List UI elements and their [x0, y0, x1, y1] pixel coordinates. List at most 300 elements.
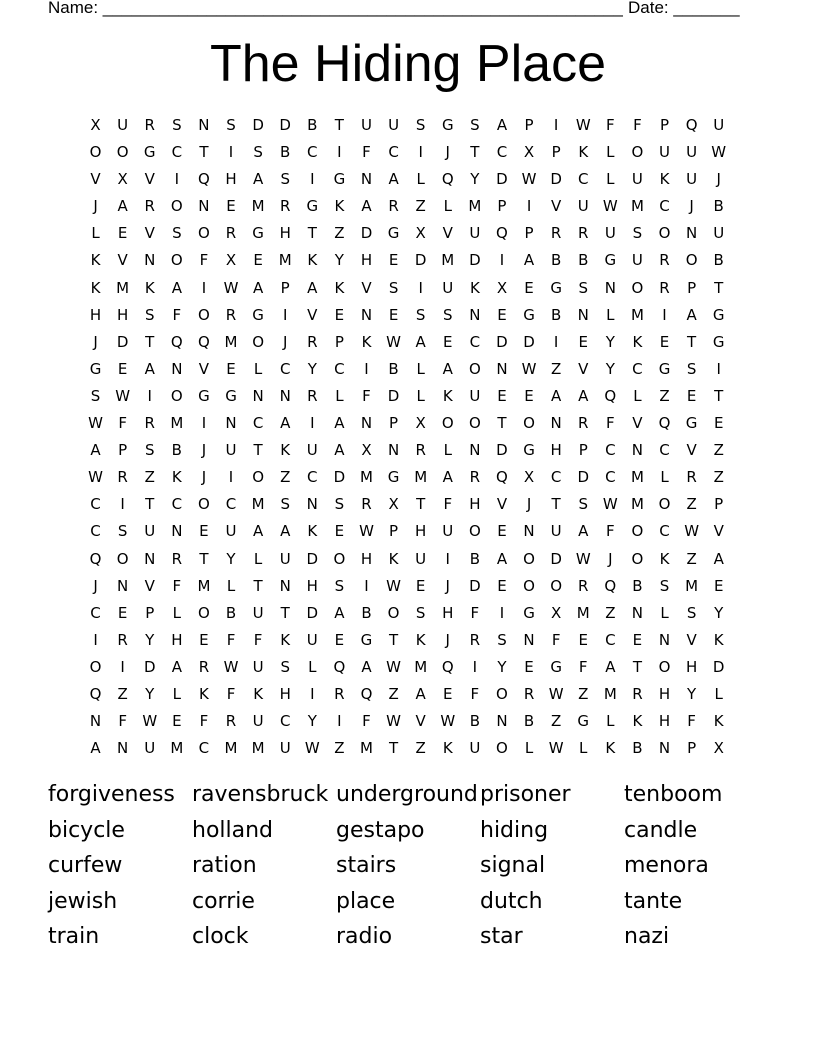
grid-cell[interactable]: N	[550, 414, 562, 433]
grid-cell[interactable]: M	[251, 495, 265, 514]
grid-cell[interactable]: L	[633, 386, 642, 405]
grid-cell[interactable]: F	[172, 576, 182, 595]
grid-cell[interactable]: F	[118, 712, 127, 731]
grid-cell[interactable]: N	[144, 549, 156, 568]
grid-cell[interactable]: A	[334, 414, 345, 433]
grid-cell[interactable]: S	[415, 603, 426, 622]
grid-cell[interactable]: Y	[307, 359, 317, 378]
grid-cell[interactable]: O	[170, 251, 183, 270]
grid-cell[interactable]: O	[496, 739, 508, 758]
grid-cell[interactable]: N	[279, 386, 291, 405]
grid-cell[interactable]: N	[469, 441, 481, 460]
grid-cell[interactable]: L	[524, 739, 534, 758]
grid-cell[interactable]: C	[307, 468, 318, 487]
grid-cell[interactable]: R	[144, 414, 155, 433]
grid-cell[interactable]: U	[252, 712, 264, 731]
grid-cell[interactable]: K	[334, 197, 345, 216]
grid-cell[interactable]: Q	[333, 657, 346, 676]
grid-cell[interactable]: G	[712, 332, 725, 351]
grid-cell[interactable]: E	[199, 522, 209, 541]
grid-cell[interactable]: S	[497, 630, 507, 649]
grid-cell[interactable]: I	[716, 359, 721, 378]
grid-cell[interactable]: F	[443, 495, 453, 514]
grid-cell[interactable]: N	[658, 739, 671, 758]
grid-cell[interactable]: S	[415, 305, 426, 324]
grid-cell[interactable]: S	[578, 278, 588, 297]
grid-cell[interactable]: N	[360, 170, 373, 189]
grid-cell[interactable]: M	[360, 468, 373, 487]
grid-cell[interactable]: V	[578, 359, 589, 378]
grid-cell[interactable]: V	[415, 712, 426, 731]
grid-cell[interactable]: W	[548, 684, 564, 703]
grid-cell[interactable]: R	[659, 278, 670, 297]
grid-cell[interactable]: N	[496, 359, 508, 378]
grid-cell[interactable]: E	[686, 386, 697, 405]
grid-cell[interactable]: I	[228, 468, 234, 487]
grid-cell[interactable]: T	[253, 441, 263, 460]
grid-cell[interactable]: W	[88, 468, 103, 487]
grid-cell[interactable]: B	[523, 712, 535, 731]
grid-cell[interactable]: Y	[714, 603, 724, 622]
grid-cell[interactable]: O	[387, 603, 400, 622]
grid-cell[interactable]: M	[414, 468, 428, 487]
grid-cell[interactable]: P	[524, 116, 534, 134]
grid-cell[interactable]: S	[117, 522, 128, 541]
grid-cell[interactable]: H	[306, 576, 318, 595]
grid-cell[interactable]: I	[662, 305, 667, 324]
grid-cell[interactable]: V	[144, 576, 155, 595]
grid-cell[interactable]: I	[526, 197, 532, 216]
grid-cell[interactable]: K	[334, 278, 345, 297]
grid-cell[interactable]: Z	[713, 441, 724, 460]
grid-cell[interactable]: C	[90, 603, 101, 622]
grid-cell[interactable]: W	[386, 712, 401, 731]
grid-cell[interactable]: L	[660, 603, 669, 622]
grid-cell[interactable]: A	[117, 197, 128, 216]
grid-cell[interactable]: S	[632, 224, 643, 243]
grid-cell[interactable]: D	[550, 170, 562, 189]
grid-cell[interactable]: F	[606, 522, 615, 541]
grid-cell[interactable]: Q	[441, 657, 454, 676]
grid-cell[interactable]: F	[551, 630, 561, 649]
grid-cell[interactable]: G	[712, 305, 725, 324]
grid-cell[interactable]: C	[279, 359, 291, 378]
grid-cell[interactable]: K	[199, 684, 209, 703]
grid-cell[interactable]: V	[144, 170, 155, 189]
grid-cell[interactable]: K	[415, 630, 426, 649]
grid-cell[interactable]: E	[415, 576, 426, 595]
grid-cell[interactable]: M	[603, 684, 617, 703]
grid-cell[interactable]: U	[252, 657, 264, 676]
grid-cell[interactable]: I	[310, 414, 315, 433]
grid-cell[interactable]: K	[90, 278, 101, 297]
grid-cell[interactable]: W	[386, 576, 401, 595]
grid-cell[interactable]: E	[334, 630, 345, 649]
grid-cell[interactable]: Q	[658, 414, 671, 433]
grid-cell[interactable]: U	[713, 224, 725, 243]
grid-cell[interactable]: O	[441, 414, 454, 433]
grid-cell[interactable]: E	[659, 332, 670, 351]
grid-cell[interactable]: R	[307, 386, 318, 405]
grid-cell[interactable]: X	[415, 224, 426, 243]
grid-cell[interactable]: R	[469, 468, 481, 487]
grid-cell[interactable]: E	[524, 278, 534, 297]
grid-cell[interactable]: W	[386, 657, 401, 676]
grid-cell[interactable]: F	[362, 712, 371, 731]
grid-cell[interactable]: U	[577, 197, 589, 216]
grid-cell[interactable]: I	[147, 386, 152, 405]
grid-cell[interactable]: R	[225, 224, 237, 243]
grid-cell[interactable]: A	[523, 251, 535, 270]
grid-cell[interactable]: R	[578, 224, 589, 243]
grid-cell[interactable]: O	[333, 549, 346, 568]
grid-cell[interactable]: S	[334, 576, 345, 595]
grid-cell[interactable]: U	[686, 170, 698, 189]
grid-cell[interactable]: I	[499, 251, 505, 270]
grid-cell[interactable]: W	[602, 197, 618, 216]
grid-cell[interactable]: O	[658, 224, 671, 243]
grid-cell[interactable]: D	[414, 251, 427, 270]
grid-cell[interactable]: R	[144, 116, 155, 134]
grid-cell[interactable]: P	[687, 278, 697, 297]
grid-cell[interactable]: L	[660, 468, 669, 487]
grid-cell[interactable]: E	[578, 332, 588, 351]
grid-cell[interactable]: P	[659, 116, 670, 134]
grid-cell[interactable]: O	[198, 603, 210, 622]
grid-cell[interactable]: T	[714, 278, 724, 297]
grid-cell[interactable]: X	[713, 739, 724, 758]
grid-cell[interactable]: E	[497, 386, 507, 405]
grid-cell[interactable]: X	[117, 170, 128, 189]
grid-cell[interactable]: E	[443, 332, 453, 351]
grid-cell[interactable]: N	[496, 712, 508, 731]
grid-cell[interactable]: Z	[334, 739, 345, 758]
grid-cell[interactable]: R	[144, 197, 155, 216]
grid-cell[interactable]: S	[415, 116, 426, 134]
grid-cell[interactable]: C	[659, 197, 670, 216]
grid-cell[interactable]: W	[602, 495, 618, 514]
grid-cell[interactable]: J	[445, 143, 450, 162]
grid-cell[interactable]: A	[713, 549, 724, 568]
grid-cell[interactable]: J	[201, 441, 207, 460]
grid-cell[interactable]: G	[252, 305, 264, 324]
grid-cell[interactable]: U	[144, 522, 156, 541]
grid-cell[interactable]: T	[714, 386, 724, 405]
grid-cell[interactable]: S	[226, 116, 236, 134]
grid-cell[interactable]: C	[469, 332, 481, 351]
grid-cell[interactable]: A	[415, 332, 426, 351]
grid-cell[interactable]: O	[198, 495, 210, 514]
grid-cell[interactable]: J	[201, 468, 207, 487]
grid-cell[interactable]: Z	[144, 468, 155, 487]
grid-cell[interactable]: E	[199, 630, 209, 649]
grid-cell[interactable]: J	[608, 549, 613, 568]
grid-cell[interactable]: N	[469, 305, 481, 324]
grid-cell[interactable]: E	[524, 657, 534, 676]
grid-cell[interactable]: E	[117, 224, 128, 243]
grid-cell[interactable]: Y	[470, 170, 480, 189]
grid-cell[interactable]: B	[469, 549, 480, 568]
grid-cell[interactable]: N	[523, 522, 535, 541]
grid-cell[interactable]: G	[143, 143, 156, 162]
grid-cell[interactable]: R	[388, 197, 399, 216]
grid-cell[interactable]: M	[360, 739, 373, 758]
grid-cell[interactable]: K	[605, 739, 616, 758]
grid-cell[interactable]: W	[115, 386, 131, 405]
grid-cell[interactable]: W	[359, 522, 374, 541]
grid-cell[interactable]: G	[523, 305, 535, 324]
grid-cell[interactable]: V	[496, 495, 508, 514]
grid-cell[interactable]: V	[361, 278, 372, 297]
grid-cell[interactable]: A	[388, 170, 399, 189]
grid-cell[interactable]: G	[360, 630, 373, 649]
grid-cell[interactable]: D	[496, 332, 508, 351]
grid-cell[interactable]: P	[714, 495, 724, 514]
grid-cell[interactable]: R	[523, 684, 535, 703]
grid-cell[interactable]: O	[550, 576, 563, 595]
grid-cell[interactable]: R	[225, 712, 237, 731]
grid-cell[interactable]: S	[172, 116, 182, 134]
grid-cell[interactable]: G	[387, 224, 400, 243]
grid-cell[interactable]: Y	[226, 549, 236, 568]
grid-cell[interactable]: Q	[496, 224, 508, 243]
grid-cell[interactable]: V	[442, 224, 453, 243]
grid-cell[interactable]: O	[252, 468, 265, 487]
grid-cell[interactable]: L	[443, 441, 452, 460]
grid-cell[interactable]: P	[687, 739, 697, 758]
grid-cell[interactable]: U	[415, 549, 427, 568]
grid-cell[interactable]: U	[469, 224, 481, 243]
grid-cell[interactable]: N	[171, 522, 183, 541]
grid-cell[interactable]: Q	[604, 576, 617, 595]
grid-cell[interactable]: M	[170, 739, 184, 758]
grid-cell[interactable]: R	[279, 197, 291, 216]
grid-cell[interactable]: H	[442, 603, 454, 622]
grid-cell[interactable]: B	[632, 576, 643, 595]
grid-cell[interactable]: A	[578, 522, 589, 541]
grid-cell[interactable]: R	[578, 576, 589, 595]
grid-cell[interactable]: O	[468, 414, 481, 433]
grid-cell[interactable]: K	[659, 170, 670, 189]
grid-cell[interactable]: A	[578, 386, 589, 405]
grid-cell[interactable]: L	[91, 224, 100, 243]
grid-cell[interactable]: T	[280, 603, 290, 622]
grid-cell[interactable]: U	[306, 630, 318, 649]
grid-cell[interactable]: H	[685, 657, 698, 676]
grid-cell[interactable]: D	[496, 441, 508, 460]
grid-cell[interactable]: U	[469, 386, 481, 405]
grid-cell[interactable]: O	[198, 224, 210, 243]
grid-cell[interactable]: G	[550, 278, 562, 297]
grid-cell[interactable]: D	[143, 657, 156, 676]
grid-cell[interactable]: H	[117, 305, 129, 324]
grid-cell[interactable]: S	[144, 441, 155, 460]
grid-cell[interactable]: F	[470, 603, 480, 622]
grid-cell[interactable]: G	[685, 414, 698, 433]
grid-cell[interactable]: D	[577, 468, 590, 487]
grid-cell[interactable]: V	[551, 197, 562, 216]
grid-cell[interactable]: Q	[198, 170, 210, 189]
grid-cell[interactable]: P	[578, 441, 588, 460]
grid-cell[interactable]: O	[631, 549, 644, 568]
grid-cell[interactable]: O	[116, 549, 129, 568]
grid-cell[interactable]: K	[469, 278, 480, 297]
grid-cell[interactable]: L	[606, 143, 615, 162]
grid-cell[interactable]: A	[280, 522, 291, 541]
grid-cell[interactable]: K	[388, 549, 399, 568]
grid-cell[interactable]: D	[469, 576, 481, 595]
grid-cell[interactable]: C	[307, 143, 318, 162]
grid-cell[interactable]: N	[360, 414, 373, 433]
grid-cell[interactable]: L	[606, 305, 615, 324]
grid-cell[interactable]: L	[416, 386, 425, 405]
grid-cell[interactable]: K	[361, 332, 372, 351]
grid-cell[interactable]: M	[278, 251, 292, 270]
grid-cell[interactable]: W	[304, 739, 320, 758]
grid-cell[interactable]: X	[90, 116, 101, 134]
grid-cell[interactable]: Q	[360, 684, 373, 703]
grid-cell[interactable]: N	[117, 739, 129, 758]
grid-cell[interactable]: P	[280, 278, 290, 297]
grid-cell[interactable]: R	[225, 305, 237, 324]
grid-cell[interactable]: I	[174, 170, 180, 189]
grid-cell[interactable]: M	[197, 576, 211, 595]
grid-cell[interactable]: W	[575, 116, 591, 134]
grid-cell[interactable]: R	[578, 414, 589, 433]
grid-cell[interactable]: O	[658, 495, 671, 514]
grid-cell[interactable]: N	[117, 576, 129, 595]
grid-cell[interactable]: F	[606, 116, 615, 134]
grid-cell[interactable]: C	[171, 495, 183, 514]
grid-cell[interactable]: O	[89, 657, 102, 676]
grid-cell[interactable]: Z	[415, 197, 426, 216]
grid-cell[interactable]: Z	[280, 468, 291, 487]
grid-cell[interactable]: O	[198, 305, 210, 324]
grid-cell[interactable]: P	[334, 332, 344, 351]
grid-cell[interactable]: Q	[441, 170, 454, 189]
grid-cell[interactable]: A	[280, 414, 291, 433]
grid-cell[interactable]: R	[117, 468, 128, 487]
grid-cell[interactable]: G	[523, 603, 535, 622]
grid-cell[interactable]: O	[116, 143, 129, 162]
grid-cell[interactable]: D	[550, 549, 562, 568]
grid-cell[interactable]: D	[252, 116, 264, 134]
grid-cell[interactable]: A	[144, 359, 155, 378]
grid-cell[interactable]: G	[550, 657, 562, 676]
grid-cell[interactable]: K	[280, 441, 291, 460]
grid-cell[interactable]: G	[577, 712, 590, 731]
grid-cell[interactable]: N	[604, 278, 616, 297]
grid-cell[interactable]: U	[225, 522, 237, 541]
grid-cell[interactable]: X	[523, 143, 535, 162]
grid-cell[interactable]: Q	[89, 549, 102, 568]
grid-cell[interactable]: T	[551, 495, 561, 514]
grid-cell[interactable]: E	[253, 251, 263, 270]
grid-cell[interactable]: C	[90, 495, 101, 514]
grid-cell[interactable]: K	[307, 522, 318, 541]
grid-cell[interactable]: U	[306, 441, 318, 460]
grid-cell[interactable]: F	[226, 684, 236, 703]
grid-cell[interactable]: F	[606, 414, 615, 433]
grid-cell[interactable]: Q	[496, 468, 508, 487]
grid-cell[interactable]: U	[713, 116, 725, 134]
grid-cell[interactable]: P	[118, 441, 128, 460]
grid-cell[interactable]: V	[632, 414, 643, 433]
grid-cell[interactable]: X	[388, 495, 399, 514]
grid-cell[interactable]: O	[631, 278, 644, 297]
grid-cell[interactable]: C	[605, 468, 616, 487]
grid-cell[interactable]: V	[686, 630, 697, 649]
grid-cell[interactable]: R	[469, 630, 481, 649]
grid-cell[interactable]: T	[334, 116, 344, 134]
grid-cell[interactable]: N	[252, 386, 264, 405]
grid-cell[interactable]: V	[686, 441, 697, 460]
grid-cell[interactable]: W	[521, 170, 537, 189]
grid-cell[interactable]: T	[388, 739, 399, 758]
grid-cell[interactable]: U	[117, 116, 129, 134]
grid-cell[interactable]: X	[523, 468, 535, 487]
grid-cell[interactable]: R	[334, 684, 345, 703]
grid-cell[interactable]: Y	[145, 630, 155, 649]
grid-cell[interactable]: I	[445, 549, 450, 568]
grid-cell[interactable]: O	[523, 576, 535, 595]
grid-cell[interactable]: O	[631, 143, 644, 162]
grid-cell[interactable]: D	[496, 170, 508, 189]
grid-cell[interactable]: F	[362, 386, 371, 405]
grid-cell[interactable]: Z	[686, 549, 697, 568]
grid-cell[interactable]: E	[226, 197, 236, 216]
grid-cell[interactable]: H	[360, 549, 373, 568]
grid-cell[interactable]: M	[251, 739, 265, 758]
grid-cell[interactable]: S	[659, 576, 670, 595]
grid-cell[interactable]: W	[386, 332, 401, 351]
grid-cell[interactable]: C	[252, 414, 264, 433]
grid-cell[interactable]: D	[469, 251, 481, 270]
grid-cell[interactable]: S	[280, 657, 290, 676]
grid-cell[interactable]: L	[253, 359, 263, 378]
grid-cell[interactable]: T	[307, 224, 317, 243]
grid-cell[interactable]: Z	[334, 224, 345, 243]
grid-cell[interactable]: S	[144, 305, 155, 324]
grid-cell[interactable]: Y	[687, 684, 697, 703]
grid-cell[interactable]: M	[630, 495, 644, 514]
grid-cell[interactable]: A	[442, 359, 453, 378]
grid-cell[interactable]: M	[630, 305, 644, 324]
grid-cell[interactable]: Q	[685, 116, 698, 134]
grid-cell[interactable]: S	[280, 495, 290, 514]
grid-cell[interactable]: T	[199, 549, 209, 568]
grid-cell[interactable]: E	[388, 305, 399, 324]
grid-cell[interactable]: C	[632, 359, 643, 378]
grid-cell[interactable]: K	[713, 712, 724, 731]
grid-cell[interactable]: I	[282, 305, 288, 324]
grid-cell[interactable]: H	[225, 170, 237, 189]
grid-cell[interactable]: M	[630, 197, 644, 216]
grid-cell[interactable]: N	[523, 630, 535, 649]
grid-cell[interactable]: I	[337, 143, 342, 162]
grid-cell[interactable]: K	[253, 684, 264, 703]
grid-cell[interactable]: B	[280, 143, 291, 162]
grid-cell[interactable]: W	[142, 712, 158, 731]
grid-cell[interactable]: S	[253, 143, 263, 162]
grid-cell[interactable]: N	[225, 414, 237, 433]
grid-cell[interactable]: I	[93, 630, 98, 649]
grid-cell[interactable]: U	[550, 522, 562, 541]
grid-cell[interactable]: O	[496, 684, 508, 703]
grid-cell[interactable]: Q	[89, 684, 102, 703]
grid-cell[interactable]: K	[144, 278, 155, 297]
grid-cell[interactable]: C	[198, 739, 210, 758]
